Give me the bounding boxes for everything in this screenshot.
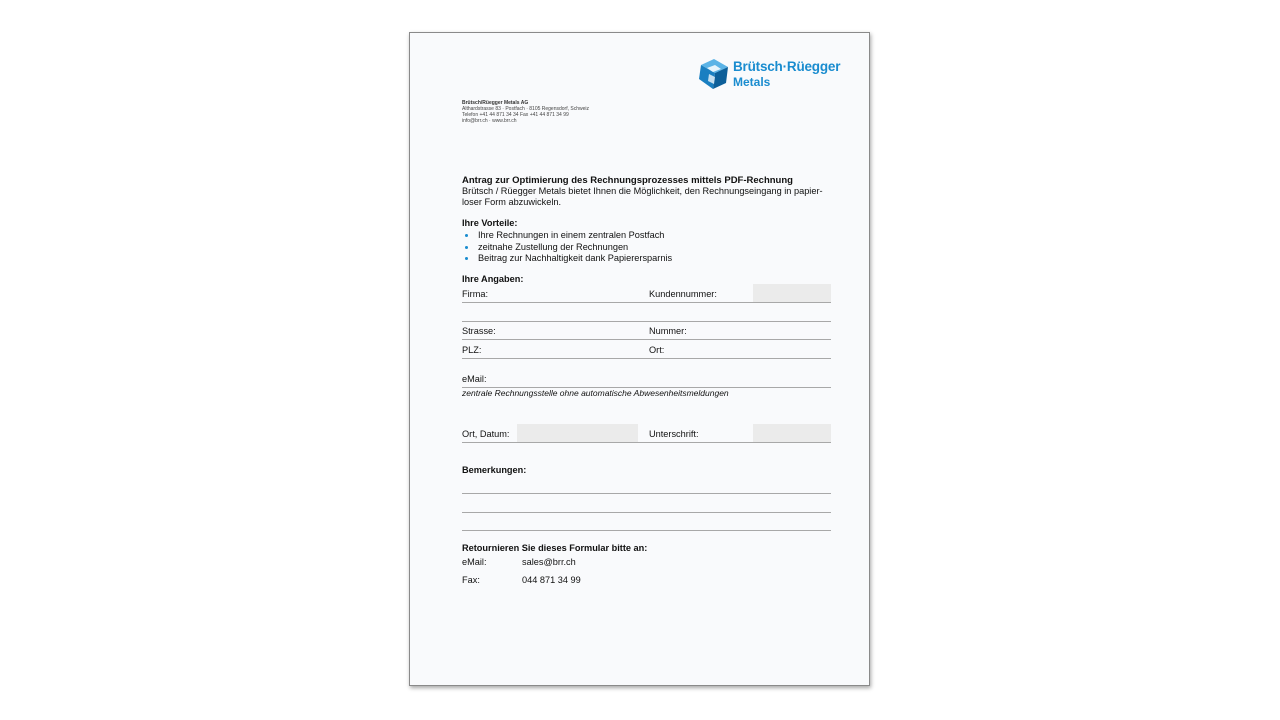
sender-phone-fax: Telefon +41 44 871 34 34 Fax +41 44 871 34 99	[462, 112, 569, 118]
email-note: zentrale Rechnungsstelle ohne automatische Abwesenheitsmeldungen	[462, 388, 729, 398]
remarks-line-1[interactable]	[462, 493, 831, 494]
benefits-list	[462, 230, 672, 265]
ort-label: Ort:	[649, 345, 665, 355]
kundennummer-label: Kundennummer:	[649, 289, 717, 299]
intro-line-2: loser Form abzuwickeln.	[462, 197, 562, 207]
sender-web: info@brr.ch · www.brr.ch	[462, 118, 517, 124]
benefit-text: Beitrag zur Nachhaltigkeit dank Papierersparnis	[478, 253, 673, 263]
form-title: Ihre Angaben:	[462, 274, 524, 284]
strasse-field[interactable]	[462, 339, 831, 340]
list-item	[462, 242, 672, 254]
logo-text-line1: Brütsch·Rüegger	[733, 59, 841, 74]
firma-field-line2[interactable]	[462, 321, 831, 322]
signature-line	[462, 442, 831, 443]
bullet-icon	[465, 246, 468, 249]
logo-cube-icon	[698, 57, 730, 91]
list-item	[462, 230, 672, 242]
firma-label: Firma:	[462, 289, 489, 299]
unterschrift-label: Unterschrift:	[649, 429, 699, 439]
sender-address	[462, 100, 589, 124]
ort-datum-field[interactable]	[517, 424, 638, 442]
remarks-line-2[interactable]	[462, 512, 831, 513]
intro-line-1: Brütsch / Rüegger Metals bietet Ihnen die Möglichkeit, den Rechnungseingang in papier-	[462, 186, 823, 196]
nummer-label: Nummer:	[649, 326, 687, 336]
remarks-line-3[interactable]	[462, 530, 831, 531]
plz-ort-field[interactable]	[462, 358, 831, 359]
sender-street: Althardstrasse 83 · Postfach · 8105 Regensdorf, Schweiz	[462, 106, 590, 112]
return-email-label: eMail:	[462, 557, 487, 567]
company-logo	[698, 57, 844, 91]
intro-text	[462, 186, 834, 208]
plz-label: PLZ:	[462, 345, 482, 355]
list-item	[462, 253, 672, 265]
benefit-text: zeitnahe Zustellung der Rechnungen	[478, 241, 629, 252]
return-email-value: sales@brr.ch	[522, 557, 576, 567]
return-fax-value: 044 871 34 99	[522, 575, 581, 585]
remarks-title: Bemerkungen:	[462, 465, 527, 475]
return-title: Retournieren Sie dieses Formular bitte an:	[462, 543, 648, 553]
bullet-icon	[465, 257, 468, 260]
bullet-icon	[465, 234, 468, 237]
return-fax-label: Fax:	[462, 575, 480, 585]
document-title: Antrag zur Optimierung des Rechnungsprozesses mittels PDF-Rechnung	[462, 175, 793, 186]
kundennummer-field[interactable]	[753, 284, 831, 302]
email-label: eMail:	[462, 374, 487, 384]
firma-field[interactable]	[462, 302, 831, 303]
ort-datum-label: Ort, Datum:	[462, 429, 510, 439]
strasse-label: Strasse:	[462, 326, 496, 336]
logo-text-line2: Metals	[733, 75, 771, 89]
unterschrift-field[interactable]	[753, 424, 831, 442]
sender-company: Brütsch/Rüegger Metals AG	[462, 100, 529, 106]
benefits-title: Ihre Vorteile:	[462, 218, 518, 228]
form-page	[409, 32, 870, 686]
benefit-text: Ihre Rechnungen in einem zentralen Postfach	[478, 230, 665, 240]
